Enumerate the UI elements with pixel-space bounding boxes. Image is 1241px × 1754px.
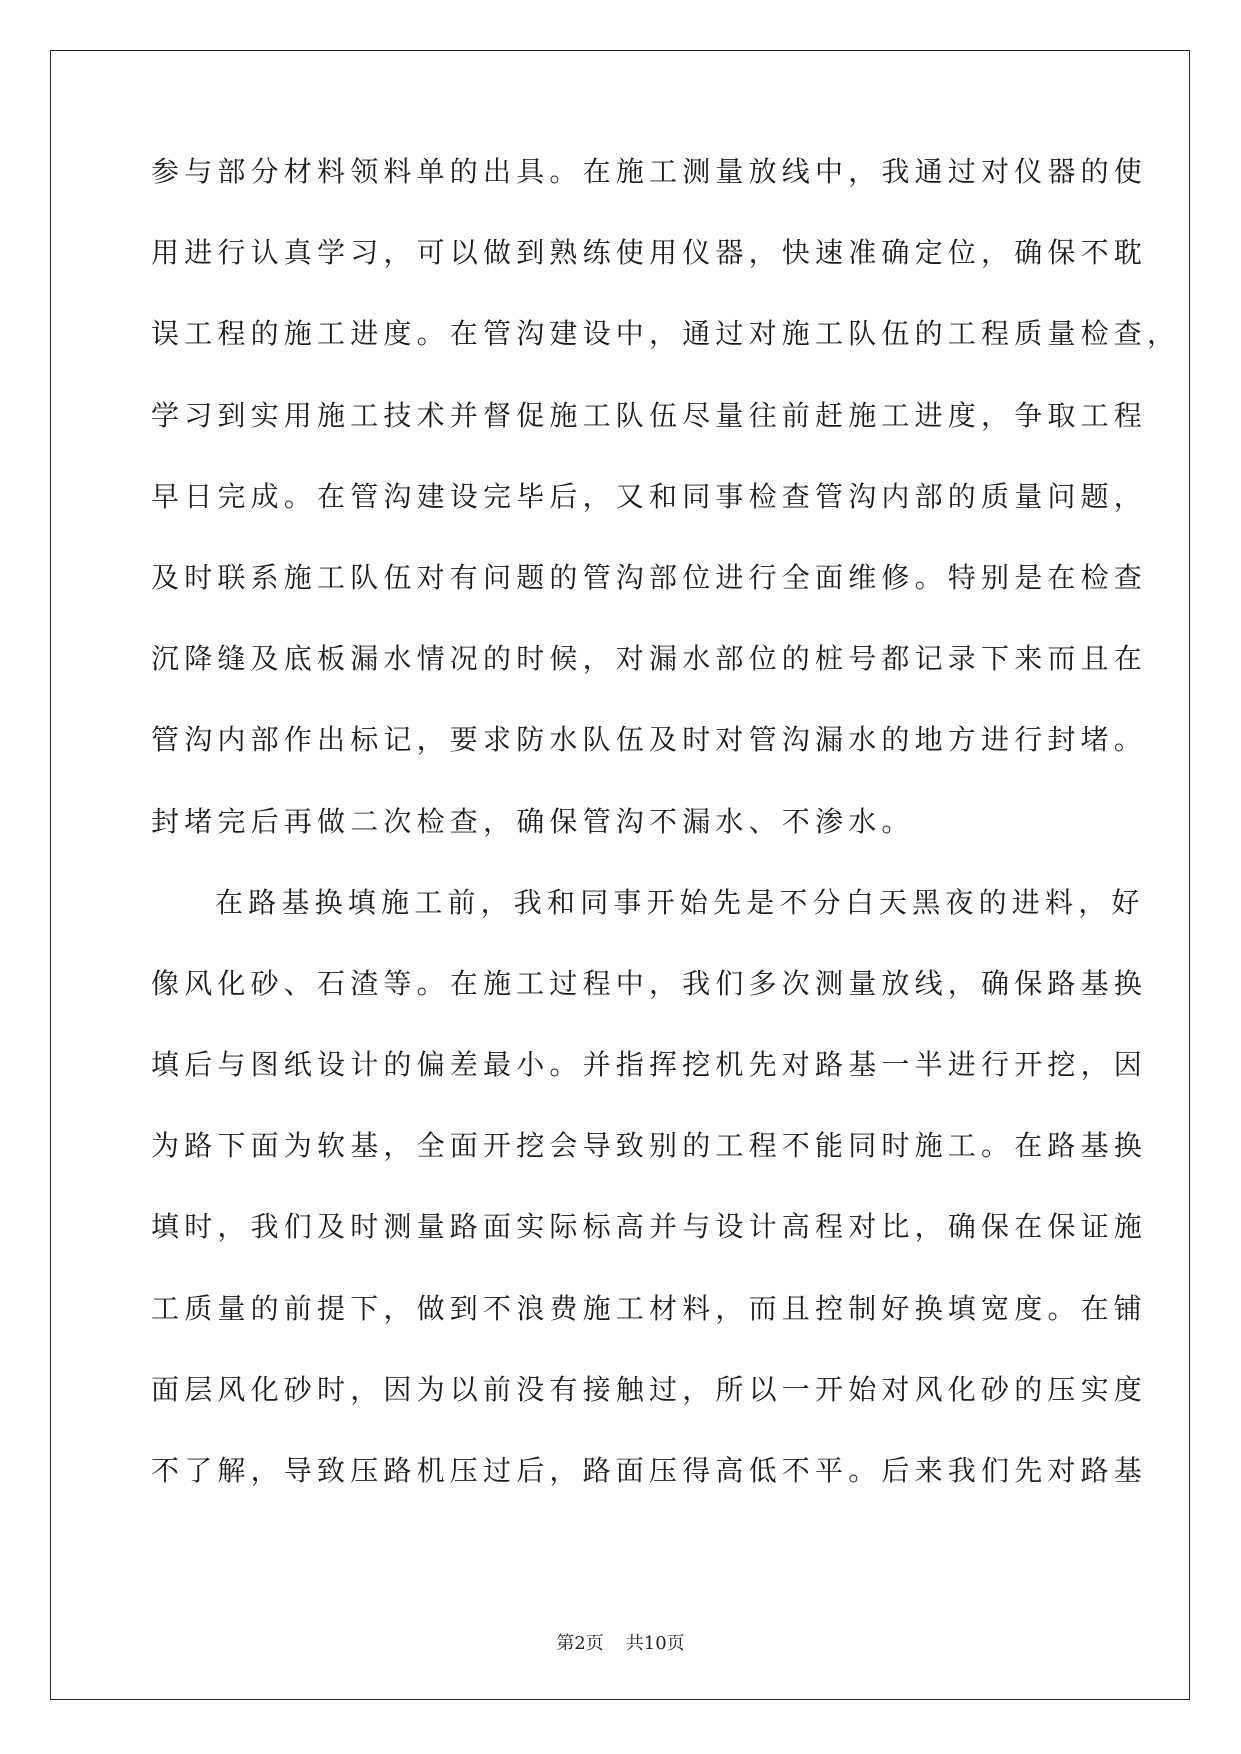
paragraph-2-line-8: 不了解，导致压路机压过后，路面压得高低不平。后来我们先对路基 [151, 1454, 1148, 1487]
paragraph-2-line-2: 像风化砂、石渣等。在施工过程中，我们多次测量放线，确保路基换 [151, 966, 1148, 1000]
page-total: 共10页 [625, 1633, 685, 1654]
paragraph-1-line-6: 及时联系施工队伍对有问题的管沟部位进行全面维修。特别是在检查 [151, 560, 1148, 594]
paragraph-1-line-7: 沉降缝及底板漏水情况的时候，对漏水部位的桩号都记录下来而且在 [151, 642, 1148, 676]
paragraph-2-line-5: 填时，我们及时测量路面实际标高并与设计高程对比，确保在保证施 [151, 1210, 1148, 1244]
paragraph-2-line-3: 填后与图纸设计的偏差最小。并指挥挖机先对路基一半进行开挖，因 [151, 1048, 1148, 1082]
paragraph-2-line-4: 为路下面为软基，全面开挖会导致别的工程不能同时施工。在路基换 [151, 1129, 1148, 1163]
paragraph-2-line-6: 工质量的前提下，做到不浪费施工材料，而且控制好换填宽度。在铺 [151, 1291, 1148, 1325]
paragraph-1-line-3: 误工程的施工进度。在管沟建设中，通过对施工队伍的工程质量检查， [151, 317, 1181, 351]
paragraph-1-line-4: 学习到实用施工技术并督促施工队伍尽量往前赶施工进度，争取工程 [151, 398, 1148, 432]
document-body [151, 152, 1181, 1532]
paragraph-2-line-7: 面层风化砂时，因为以前没有接触过，所以一开始对风化砂的压实度 [151, 1372, 1148, 1406]
paragraph-1-line-8: 管沟内部作出标记，要求防水队伍及时对管沟漏水的地方进行封堵。 [151, 723, 1148, 757]
paragraph-1-line-2: 用进行认真学习，可以做到熟练使用仪器，快速准确定位，确保不耽 [151, 236, 1148, 270]
page-footer [0, 1632, 1241, 1656]
paragraph-1-line-1: 参与部分材料领料单的出具。在施工测量放线中，我通过对仪器的使 [151, 155, 1148, 188]
paragraph-1-line-5: 早日完成。在管沟建设完毕后，又和同事检查管沟内部的质量问题， [151, 479, 1148, 513]
paragraph-1-line-9: 封堵完后再做二次检查，确保管沟不漏水、不渗水。 [151, 804, 915, 838]
paragraph-2-line-1: 在路基换填施工前，我和同事开始先是不分白天黑夜的进料，好 [215, 885, 1145, 919]
page-number: 第2页 [556, 1633, 604, 1654]
